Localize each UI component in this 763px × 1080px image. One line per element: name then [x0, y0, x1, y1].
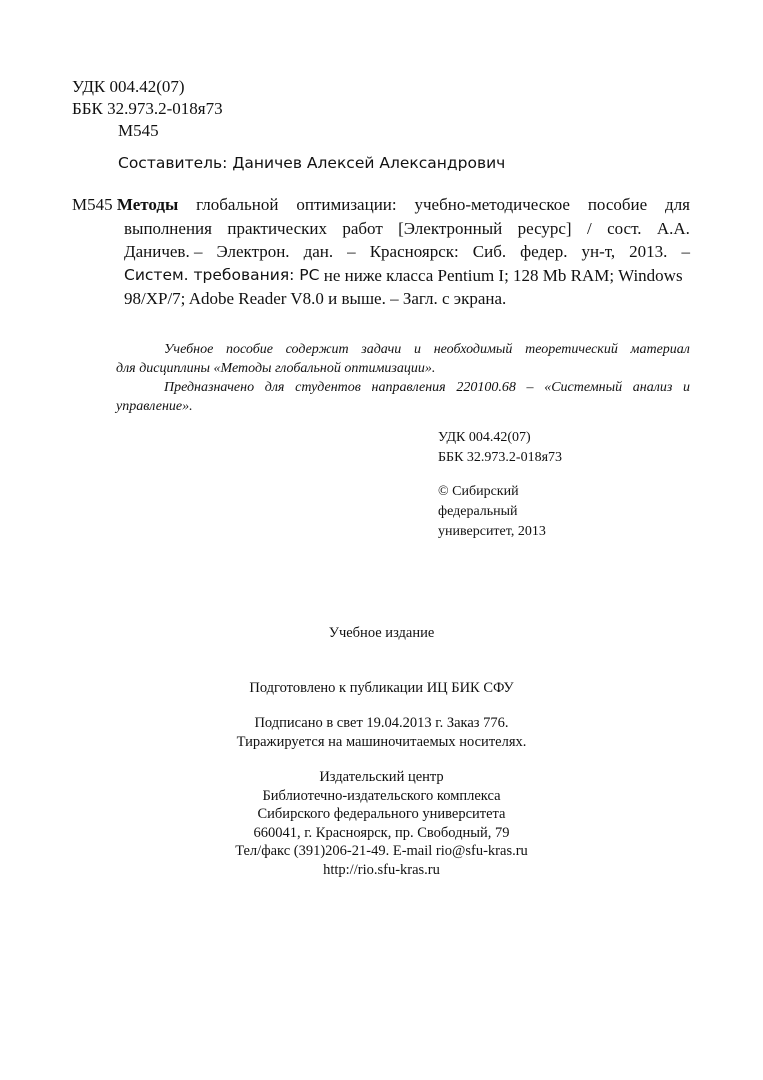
entry-word: Красноярск:: [369, 242, 459, 261]
abstract-word: 220100.68: [456, 380, 516, 395]
entry-title: Методы: [116, 195, 179, 214]
entry-line-2: [124, 217, 690, 241]
entry-word: пособие: [587, 195, 648, 214]
entry-line-5: [124, 287, 690, 311]
abstract-word: содержит: [285, 342, 349, 357]
entry-word: –: [347, 242, 356, 261]
publisher-line-2: Библиотечно-издательского комплекса: [262, 787, 501, 804]
entry-word: для: [665, 195, 690, 214]
abstract-text: для дисциплины «Методы глобальной оптимизации».: [116, 361, 436, 376]
abstract-word: материал: [630, 342, 690, 357]
publisher-line-3: Сибирского федерального университета: [257, 806, 506, 822]
compiler-line: Составитель: Даничев Алексей Александрович: [118, 154, 506, 172]
entry-requirements: не ниже класса Pentium I; 128 Mb RAM; Windows: [323, 265, 683, 285]
abstract-line-1: [164, 340, 690, 359]
bibliographic-entry: [72, 193, 690, 311]
abstract-word: «Системный: [544, 380, 623, 395]
copyright-line-2: федеральный: [438, 504, 518, 519]
prepared-note: [0, 679, 763, 698]
entry-word: ресурс]: [517, 218, 572, 238]
entry-requirements-label: Систем. требования: PC: [124, 265, 320, 284]
abstract-word: направления: [371, 380, 446, 395]
abstract-line-3: [164, 378, 690, 397]
classification-bbk: ББК 32.973.2-018я73: [438, 450, 563, 465]
edition-type-text: Учебное издание: [328, 625, 435, 641]
publisher-line-1: Издательский центр: [319, 769, 444, 785]
copyright-line-1: © Сибирский: [438, 484, 519, 499]
entry-requirements-end: 98/XP/7; Adobe Reader V8.0 и выше. – Загл. с экрана.: [124, 289, 507, 308]
copyright-block: [438, 482, 546, 542]
abstract-word: необходимый: [433, 342, 513, 357]
entry-line-3: [124, 240, 690, 264]
classification-block: [438, 428, 562, 468]
entry-word: федер.: [520, 242, 568, 261]
entry-word: дан.: [303, 242, 334, 261]
entry-word: /: [586, 218, 592, 238]
abstract: [118, 340, 690, 416]
entry-word: оптимизации:: [296, 195, 397, 214]
classification-udk: УДК 004.42(07): [438, 430, 531, 445]
header-udk: УДК 004.42(07): [72, 77, 185, 96]
abstract-line-2: [116, 359, 690, 378]
entry-line-4: [124, 264, 690, 288]
abstract-word: Предназначено: [164, 380, 255, 395]
publication-info: [0, 714, 763, 751]
abstract-word: и: [682, 380, 690, 395]
copyright-line-3: университет, 2013: [438, 524, 546, 539]
entry-word: Даничев. –: [124, 242, 203, 261]
abstract-word: для: [264, 380, 285, 395]
entry-word: сост.: [607, 218, 642, 238]
abstract-line-4: [116, 397, 690, 416]
abstract-word: и: [414, 342, 421, 357]
entry-word: выполнения: [124, 218, 212, 238]
abstract-word: анализ: [632, 380, 673, 395]
abstract-word: пособие: [226, 342, 273, 357]
entry-word: глобальной: [196, 195, 279, 214]
entry-code-title: [72, 193, 178, 217]
entry-word: ун-т,: [581, 242, 616, 261]
entry-code: М545: [72, 195, 113, 214]
abstract-word: студентов: [295, 380, 361, 395]
abstract-text: управление».: [116, 399, 193, 414]
entry-word: работ: [342, 218, 383, 238]
abstract-word: задачи: [361, 342, 402, 357]
entry-word: учебно-методическое: [414, 195, 570, 214]
media-text: Тиражируется на машиночитаемых носителях.: [236, 733, 527, 750]
entry-word: [Электронный: [398, 218, 503, 238]
publisher-website: http://rio.sfu-kras.ru: [323, 861, 440, 878]
signed-text: Подписано в свет 19.04.2013 г. Заказ 776.: [254, 715, 509, 731]
entry-word: 2013.: [629, 242, 668, 261]
edition-type: [0, 624, 763, 643]
header-author-code: М545: [118, 121, 159, 140]
abstract-word: –: [526, 380, 534, 395]
abstract-word: теоретический: [525, 342, 618, 357]
entry-word: Сиб.: [472, 242, 507, 261]
prepared-text: Подготовлено к публикации ИЦ БИК СФУ: [249, 680, 514, 696]
publisher-address: 660041, г. Красноярск, пр. Свободный, 79: [253, 824, 510, 841]
header-bbk: ББК 32.973.2-018я73: [72, 99, 223, 118]
entry-line-1: [72, 193, 690, 217]
entry-word: –: [681, 242, 690, 261]
entry-word: Электрон.: [216, 242, 290, 261]
entry-word: практических: [227, 218, 327, 238]
abstract-word: Учебное: [164, 342, 214, 357]
publisher-block: [0, 768, 763, 879]
publisher-contacts: Тел/факс (391)206-21-49. E-mail rio@sfu-kras.ru: [235, 843, 528, 859]
entry-word: А.А.: [656, 218, 690, 238]
